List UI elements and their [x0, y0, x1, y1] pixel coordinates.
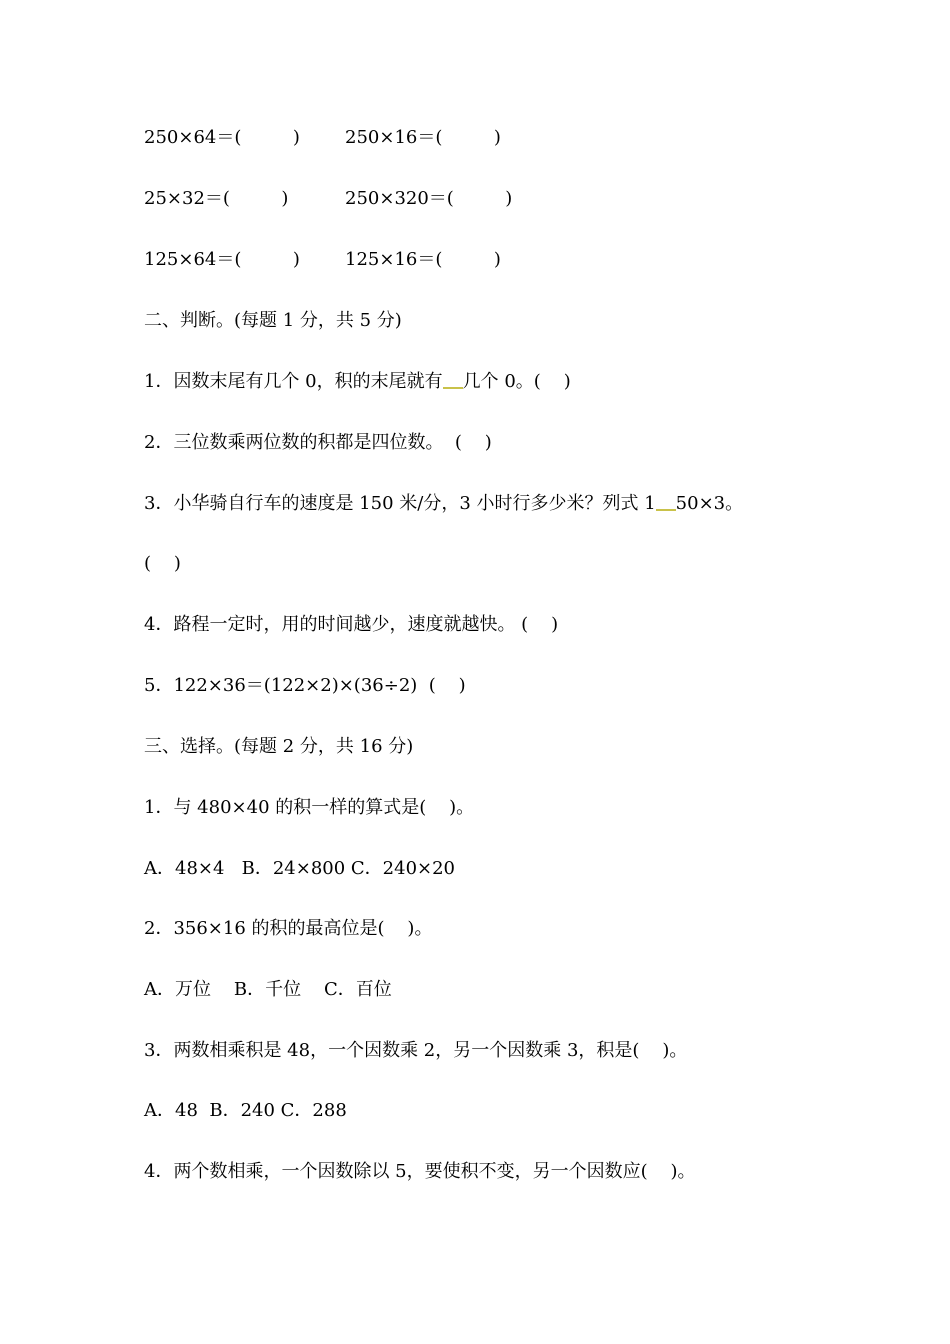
judge-question-4: 4．路程一定时，用的时间越少，速度就越快。 ( ) [144, 614, 559, 635]
choice-question-3-options: A．48 B．240 C．288 [144, 1100, 347, 1121]
judge-question-2: 2．三位数乘两位数的积都是四位数。 ( ) [144, 432, 492, 453]
choice-question-4: 4．两个数相乘，一个因数除以 5，要使积不变，另一个因数应( )。 [144, 1161, 696, 1182]
highlight-mark [656, 509, 676, 511]
calc-250x64: 250×64＝( ) [144, 127, 300, 148]
section3-heading: 三、选择。(每题 2 分，共 16 分) [144, 736, 414, 757]
calc-25x32: 25×32＝( ) [144, 188, 289, 209]
choice-question-1: 1．与 480×40 的积一样的算式是( )。 [144, 797, 475, 818]
judge-question-1 [144, 370, 571, 394]
judge-question-3 [144, 492, 743, 516]
choice-question-2-options: A．万位 B．千位 C．百位 [144, 979, 392, 1000]
choice-question-3: 3．两数相乘积是 48，一个因数乘 2，另一个因数乘 3，积是( )。 [144, 1040, 688, 1061]
calc-125x64: 125×64＝( ) [144, 249, 300, 270]
calc-125x16: 125×16＝( ) [345, 249, 501, 270]
section2-heading: 二、判断。(每题 1 分，共 5 分) [144, 310, 402, 331]
choice-question-2: 2．356×16 的积的最高位是( )。 [144, 918, 433, 939]
judge-question-5: 5．122×36＝(122×2)×(36÷2) ( ) [144, 675, 466, 696]
judge-q1-part-a: 1．因数末尾有几个 0，积的末尾就有 [144, 371, 443, 392]
judge-question-3-answer: ( ) [144, 553, 181, 574]
judge-q3-part-a: 3．小华骑自行车的速度是 150 米/分，3 小时行多少米？列式 1 [144, 493, 656, 514]
judge-q1-part-b: 几个 0。( ) [462, 371, 571, 392]
choice-question-1-options: A．48×4 B．24×800 C．240×20 [144, 858, 456, 879]
calc-250x320: 250×320＝( ) [345, 188, 513, 209]
judge-q3-part-b: 50×3。 [675, 493, 744, 514]
calc-250x16: 250×16＝( ) [345, 127, 501, 148]
highlight-mark [443, 387, 463, 389]
